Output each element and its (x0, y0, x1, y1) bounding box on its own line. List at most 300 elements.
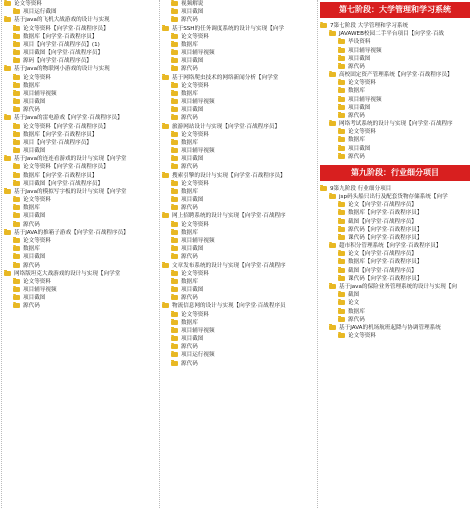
folder-icon (171, 99, 178, 104)
folder-label: 项目辅导视频 (23, 287, 57, 294)
folder-icon (338, 97, 345, 102)
folder-label: 源码【向学堂·百战程序员】 (23, 58, 92, 65)
folder-icon (338, 259, 345, 264)
folder-label: 网上招聘系统的设计与实现【向学堂·百战程序 (172, 213, 286, 220)
folder-icon (4, 17, 11, 22)
tree-folder-item[interactable] (0, 49, 156, 57)
folder-icon (13, 181, 20, 186)
folder-label: 源代码 (23, 107, 40, 114)
tree-folder-item[interactable] (158, 245, 312, 253)
tree-folder-item[interactable] (158, 278, 312, 286)
folder-icon (13, 303, 20, 308)
folder-label: 基于Java的模拟写字板的设计与实现【向学堂 (14, 188, 127, 195)
tree-folder-item[interactable] (158, 327, 312, 335)
folder-icon (171, 295, 178, 300)
tree-folder-parent[interactable] (158, 123, 312, 131)
stage-banner: 第七阶段：大学管理和学习系统 (320, 2, 470, 18)
folder-label: 源代码 (181, 360, 198, 367)
tree-folder-item[interactable] (316, 96, 474, 104)
folder-label: 项目【向学堂·百战程序员】(1) (23, 41, 100, 48)
tree-folder-item[interactable] (0, 262, 156, 270)
folder-label: 源代码 (181, 344, 198, 351)
folder-icon (329, 284, 336, 289)
folder-label: 数据库 (181, 188, 198, 195)
tree-folder-item[interactable] (316, 332, 474, 340)
folder-label: 论文【向学堂·百战程序员】 (348, 251, 417, 258)
folder-label: 基于JAVA的机场航班起降与协调管理系统 (339, 324, 441, 331)
tree-folder-item[interactable] (316, 226, 474, 234)
folder-icon (171, 50, 178, 55)
folder-icon (171, 164, 178, 169)
tree-folder-item[interactable] (158, 155, 312, 163)
folder-label: 项目辅导视频 (348, 96, 382, 103)
folder-label: 项目截图【向学堂·百战程序员】 (23, 50, 104, 57)
folder-icon (171, 83, 178, 88)
folder-label: 视频解说 (181, 1, 204, 7)
folder-icon (13, 295, 20, 300)
tree-folder-item[interactable] (158, 286, 312, 294)
folder-label: 项目截图 (348, 145, 371, 152)
folder-icon (4, 66, 11, 71)
folder-label: 论文等资料 (14, 1, 42, 7)
tree-folder-item[interactable] (0, 302, 156, 310)
tree-folder-item[interactable] (0, 221, 156, 229)
tree-folder-item[interactable] (0, 163, 156, 171)
tree-folder-item[interactable] (0, 245, 156, 253)
tree-folder-parent[interactable] (158, 262, 312, 270)
tree-folder-item[interactable] (158, 57, 312, 65)
tree-folder-item[interactable] (316, 218, 474, 226)
tree-folder-item[interactable] (158, 270, 312, 278)
folder-label: 项目截图 (23, 295, 46, 302)
folder-icon (13, 83, 20, 88)
tree-folder-item[interactable] (158, 163, 312, 171)
tree-folder-parent[interactable] (158, 302, 312, 310)
folder-label: 项目截图 (181, 287, 204, 294)
folder-label: 论文等资料【向学堂·百战程序员】 (23, 164, 109, 171)
folder-icon (4, 115, 11, 120)
folder-icon (338, 88, 345, 93)
tree-folder-item[interactable] (158, 221, 312, 229)
tree-folder-parent[interactable] (158, 74, 312, 82)
tree-folder-item[interactable] (0, 237, 156, 245)
folder-label: jsp码头船只出行及配套货物存储系统【向学 (339, 194, 448, 201)
folder-label: 基于Java的物联网小游戏的设计与实现 (14, 66, 110, 73)
tree-folder-item[interactable] (0, 131, 156, 139)
folder-label: 源代码 (23, 303, 40, 310)
folder-label: 项目辅导视频 (181, 327, 215, 334)
folder-icon (338, 219, 345, 224)
folder-icon (320, 186, 327, 191)
folder-label: 项目截图 (348, 55, 371, 62)
folder-icon (4, 271, 11, 276)
tree-folder-item[interactable] (158, 131, 312, 139)
tree-folder-item[interactable] (316, 63, 474, 71)
tree-folder-item[interactable] (158, 16, 312, 24)
tree-folder-item[interactable] (0, 172, 156, 180)
file-tree-column-3 (316, 0, 474, 508)
tree-folder-item[interactable] (0, 74, 156, 82)
folder-label: 论文等资料 (181, 82, 209, 89)
tree-folder-parent[interactable] (158, 212, 312, 220)
folder-icon (162, 213, 169, 218)
tree-folder-item[interactable] (316, 87, 474, 95)
tree-folder-item[interactable] (0, 139, 156, 147)
tree-folder-item[interactable] (316, 71, 474, 79)
folder-label: 论文等资料【向学堂·百战程序员】 (23, 25, 109, 32)
folder-icon (171, 91, 178, 96)
folder-label: 基于SSH的任务调度系统的设计与实现【向学 (172, 25, 284, 32)
tree-folder-item[interactable] (158, 229, 312, 237)
folder-label: 论文等资料 (23, 74, 51, 81)
folder-label: 基于JAVA的推箱子游戏【向学堂·百战程序员】 (14, 229, 129, 236)
tree-folder-item[interactable] (0, 41, 156, 49)
folder-label: 论文等资料 (181, 270, 209, 277)
tree-folder-item[interactable] (316, 47, 474, 55)
folder-icon (13, 107, 20, 112)
folder-label: 论文等资料 (181, 311, 209, 318)
folder-icon (171, 320, 178, 325)
spacer (316, 161, 474, 163)
folder-icon (171, 271, 178, 276)
folder-icon (338, 300, 345, 305)
tree-folder-item[interactable] (316, 112, 474, 120)
folder-icon (171, 254, 178, 259)
tree-folder-item[interactable] (316, 30, 474, 38)
folder-label: 数据库【向学堂·百战程序员】 (23, 33, 98, 40)
folder-icon (13, 148, 20, 153)
tree-folder-parent[interactable] (158, 172, 312, 180)
folder-icon (171, 107, 178, 112)
tree-folder-item[interactable] (0, 98, 156, 106)
folder-icon (338, 309, 345, 314)
folder-icon (171, 140, 178, 145)
tree-folder-item[interactable] (316, 234, 474, 242)
tree-folder-item[interactable] (316, 209, 474, 217)
tree-folder-item[interactable] (0, 123, 156, 131)
folder-label: 项目运行截图 (23, 9, 57, 16)
folder-icon (329, 194, 336, 199)
folder-icon (171, 58, 178, 63)
folder-icon (162, 75, 169, 80)
folder-label: 源代码 (348, 112, 365, 119)
folder-icon (4, 156, 11, 161)
folder-label: 项目截图 (181, 156, 204, 163)
tree-folder-item[interactable] (158, 180, 312, 188)
folder-icon (13, 26, 20, 31)
tree-folder-item[interactable] (0, 8, 156, 16)
tree-folder-item[interactable] (158, 8, 312, 16)
folder-icon (171, 344, 178, 349)
folder-label: 课代码【向学堂·百战程序员】 (348, 275, 423, 282)
folder-label: 数据库 (181, 90, 198, 97)
folder-icon (171, 66, 178, 71)
folder-icon (4, 189, 11, 194)
tree-folder-item[interactable] (158, 33, 312, 41)
folder-icon (162, 263, 169, 268)
folder-icon (171, 230, 178, 235)
folder-icon (13, 254, 20, 259)
tree-folder-item[interactable] (316, 79, 474, 87)
tree-folder-item[interactable] (316, 104, 474, 112)
tree-folder-item[interactable] (0, 204, 156, 212)
tree-folder-parent[interactable] (0, 270, 156, 278)
folder-icon (171, 34, 178, 39)
folder-label: 源代码 (348, 63, 365, 70)
tree-folder-item[interactable] (316, 120, 474, 128)
folder-label: 数据库【向学堂·百战程序员】 (23, 131, 98, 138)
tree-folder-parent[interactable] (0, 0, 156, 8)
folder-label: 基于Java的雷电游戏【向学堂·百战程序员】 (14, 115, 123, 122)
folder-icon (320, 23, 327, 28)
folder-icon (338, 210, 345, 215)
tree-folder-item[interactable] (316, 299, 474, 307)
folder-icon (13, 164, 20, 169)
folder-icon (171, 132, 178, 137)
folder-label: 毕设资料 (348, 39, 371, 46)
folder-label: 截图 (348, 292, 360, 299)
tree-folder-item[interactable] (158, 253, 312, 261)
tree-folder-parent[interactable] (0, 16, 156, 24)
folder-label: 数据库【向学堂·百战程序员】 (348, 210, 423, 217)
folder-label: 源代码 (181, 66, 198, 73)
tree-folder-item[interactable] (0, 147, 156, 155)
tree-folder-item[interactable] (316, 38, 474, 46)
folder-label: 论文等资料 (23, 278, 51, 285)
folder-label: 截图【向学堂·百战程序员】 (348, 218, 417, 225)
tree-folder-item[interactable] (0, 106, 156, 114)
file-tree-column-1 (0, 0, 156, 508)
tree-folder-item[interactable] (158, 114, 312, 122)
folder-label: 高校固定资产管理系统【向学堂·百战程序员】 (339, 72, 453, 79)
tree-folder-item[interactable] (158, 237, 312, 245)
folder-icon (338, 56, 345, 61)
folder-icon (171, 238, 178, 243)
folder-label: 项目截图 (181, 246, 204, 253)
tree-folder-item[interactable] (316, 145, 474, 153)
tree-folder-item[interactable] (316, 136, 474, 144)
tree-folder-item[interactable] (0, 25, 156, 33)
tree-folder-item[interactable] (0, 196, 156, 204)
folder-label: JAVAWEB校园二手平台项目【向学堂·百战 (339, 31, 445, 38)
tree-folder-item[interactable] (316, 267, 474, 275)
folder-icon (338, 146, 345, 151)
tree-folder-item[interactable] (158, 147, 312, 155)
folder-icon (171, 1, 178, 6)
folder-label: 搜索引擎的设计与实现【向学堂·百战程序员】 (172, 172, 286, 179)
tree-folder-item[interactable] (0, 90, 156, 98)
folder-label: 论文 (348, 300, 360, 307)
folder-label: 源代码 (348, 153, 365, 160)
folder-label: 项目【向学堂·百战程序员】 (23, 139, 92, 146)
folder-label: 源代码 (181, 164, 198, 171)
folder-label: 项目截图 (181, 58, 204, 65)
folder-label: 基于java的保险业务管理系统的设计与实现【向 (339, 283, 458, 290)
folder-label: 源代码 (181, 295, 198, 302)
tree-folder-item[interactable] (0, 212, 156, 220)
folder-icon (13, 238, 20, 243)
file-tree-column-2 (158, 0, 312, 508)
folder-label: 源代码 (348, 316, 365, 323)
tree-folder-item[interactable] (158, 139, 312, 147)
folder-icon (13, 75, 20, 80)
folder-label: 项目辅导视频 (181, 237, 215, 244)
folder-label: 源代码 (181, 254, 198, 261)
folder-label: 源代码 (181, 115, 198, 122)
tree-folder-item[interactable] (158, 294, 312, 302)
folder-label: 网络版坦克大战游戏的设计与实现【向学堂 (14, 270, 121, 277)
tree-folder-item[interactable] (158, 343, 312, 351)
folder-label: 论文【向学堂·百战程序员】 (348, 202, 417, 209)
folder-label: 数据库 (348, 137, 365, 144)
folder-label: 源代码 (23, 221, 40, 228)
tree-folder-item[interactable] (158, 65, 312, 73)
folder-icon (13, 140, 20, 145)
folder-label: 数据库 (181, 229, 198, 236)
folder-icon (13, 42, 20, 47)
folder-icon (171, 148, 178, 153)
tree-folder-item[interactable] (316, 55, 474, 63)
folder-label: 课代码【向学堂·百战程序员】 (348, 234, 423, 241)
tree-folder-parent[interactable] (158, 25, 312, 33)
folder-icon (13, 287, 20, 292)
tree-folder-item[interactable] (316, 128, 474, 136)
tree-folder-item[interactable] (158, 98, 312, 106)
folder-label: 项目截图 (23, 213, 46, 220)
folder-label: 项目辅导视频 (348, 47, 382, 54)
tree-folder-item[interactable] (316, 316, 474, 324)
folder-icon (171, 361, 178, 366)
folder-icon (171, 336, 178, 341)
folder-label: 论文等资料 (348, 333, 376, 340)
folder-icon (338, 113, 345, 118)
tree-folder-item[interactable] (316, 258, 474, 266)
tree-folder-item[interactable] (158, 90, 312, 98)
tree-folder-item[interactable] (158, 319, 312, 327)
folder-label: 数据库 (23, 205, 40, 212)
folder-label: 项目辅导视频 (181, 148, 215, 155)
folder-label: 数据库 (181, 319, 198, 326)
folder-icon (4, 1, 11, 6)
folder-label: 基于java的飞机大战游戏的设计与实现 (14, 17, 110, 24)
tree-folder-item[interactable] (0, 33, 156, 41)
folder-label: 基于Java的连连看游戏的设计与实现【向学堂 (14, 156, 127, 163)
folder-icon (13, 279, 20, 284)
tree-folder-parent[interactable] (0, 155, 156, 163)
tree-folder-item[interactable] (158, 204, 312, 212)
tree-folder-item[interactable] (0, 57, 156, 65)
tree-folder-item[interactable] (316, 250, 474, 258)
tree-folder-item[interactable] (158, 351, 312, 359)
folder-icon (329, 243, 336, 248)
tree-folder-parent[interactable] (316, 185, 474, 193)
folder-label: 项目截图【向学堂·百战程序员】 (23, 180, 104, 187)
folder-label: 源代码 (23, 262, 40, 269)
tree-folder-item[interactable] (158, 360, 312, 368)
folder-icon (171, 9, 178, 14)
folder-label: 数据库 (23, 246, 40, 253)
folder-label: 论文等资料 (181, 33, 209, 40)
tree-folder-item[interactable] (316, 242, 474, 250)
folder-icon (338, 48, 345, 53)
folder-label: 超市积分管理系统【向学堂·百战程序员】 (339, 243, 442, 250)
tree-folder-item[interactable] (0, 82, 156, 90)
tree-folder-item[interactable] (158, 106, 312, 114)
folder-label: 项目截图 (181, 336, 204, 343)
folder-label: 网络考试系统的设计与实现【向学堂·百战程序 (339, 121, 453, 128)
folder-label: 数据库 (181, 278, 198, 285)
tree-folder-parent[interactable] (0, 188, 156, 196)
tree-folder-item[interactable] (316, 291, 474, 299)
folder-label: 基于网络爬虫技术的网络新闻分析【向学堂 (172, 74, 279, 81)
folder-label: 项目截图 (23, 148, 46, 155)
tree-folder-item[interactable] (158, 82, 312, 90)
folder-label: 源代码【向学堂·百战程序员】 (348, 226, 423, 233)
tree-folder-item[interactable] (158, 0, 312, 8)
folder-icon (338, 333, 345, 338)
folder-label: 论文等资料 (348, 129, 376, 136)
tree-folder-item[interactable] (316, 275, 474, 283)
tree-folder-item[interactable] (316, 193, 474, 201)
folder-label: 数据库 (181, 41, 198, 48)
folder-icon (338, 105, 345, 110)
tree-folder-item[interactable] (158, 41, 312, 49)
folder-icon (329, 31, 336, 36)
folder-label: 论文等资料 (23, 237, 51, 244)
folder-label: 旅游网站设计与实现【向学堂·百战程序员】 (172, 123, 281, 130)
tree-folder-item[interactable] (158, 196, 312, 204)
folder-icon (162, 26, 169, 31)
folder-label: 数据库 (348, 88, 365, 95)
folder-icon (329, 72, 336, 77)
tree-folder-item[interactable] (158, 49, 312, 57)
tree-folder-parent[interactable] (316, 22, 474, 30)
folder-icon (13, 246, 20, 251)
tree-folder-item[interactable] (0, 294, 156, 302)
folder-icon (338, 276, 345, 281)
tree-folder-item[interactable] (158, 188, 312, 196)
tree-folder-item[interactable] (0, 180, 156, 188)
tree-folder-parent[interactable] (0, 65, 156, 73)
tree-folder-item[interactable] (316, 308, 474, 316)
tree-folder-parent[interactable] (0, 114, 156, 122)
folder-icon (171, 222, 178, 227)
tree-folder-item[interactable] (316, 283, 474, 291)
folder-icon (13, 173, 20, 178)
tree-folder-parent[interactable] (0, 229, 156, 237)
folder-icon (13, 34, 20, 39)
tree-folder-item[interactable] (316, 153, 474, 161)
folder-icon (171, 328, 178, 333)
folder-icon (171, 156, 178, 161)
tree-folder-item[interactable] (0, 278, 156, 286)
folder-icon (338, 80, 345, 85)
tree-folder-item[interactable] (158, 311, 312, 319)
folder-icon (171, 352, 178, 357)
folder-label: 项目截图 (181, 197, 204, 204)
folder-label: 项目辅导视频 (181, 99, 215, 106)
tree-folder-item[interactable] (316, 201, 474, 209)
folder-icon (338, 268, 345, 273)
tree-folder-item[interactable] (316, 324, 474, 332)
tree-folder-item[interactable] (158, 335, 312, 343)
folder-icon (171, 197, 178, 202)
tree-folder-item[interactable] (0, 253, 156, 261)
folder-label: 论文等资料【向学堂·百战程序员】 (23, 123, 109, 130)
folder-icon (171, 189, 178, 194)
folder-icon (329, 325, 336, 330)
tree-folder-item[interactable] (0, 286, 156, 294)
